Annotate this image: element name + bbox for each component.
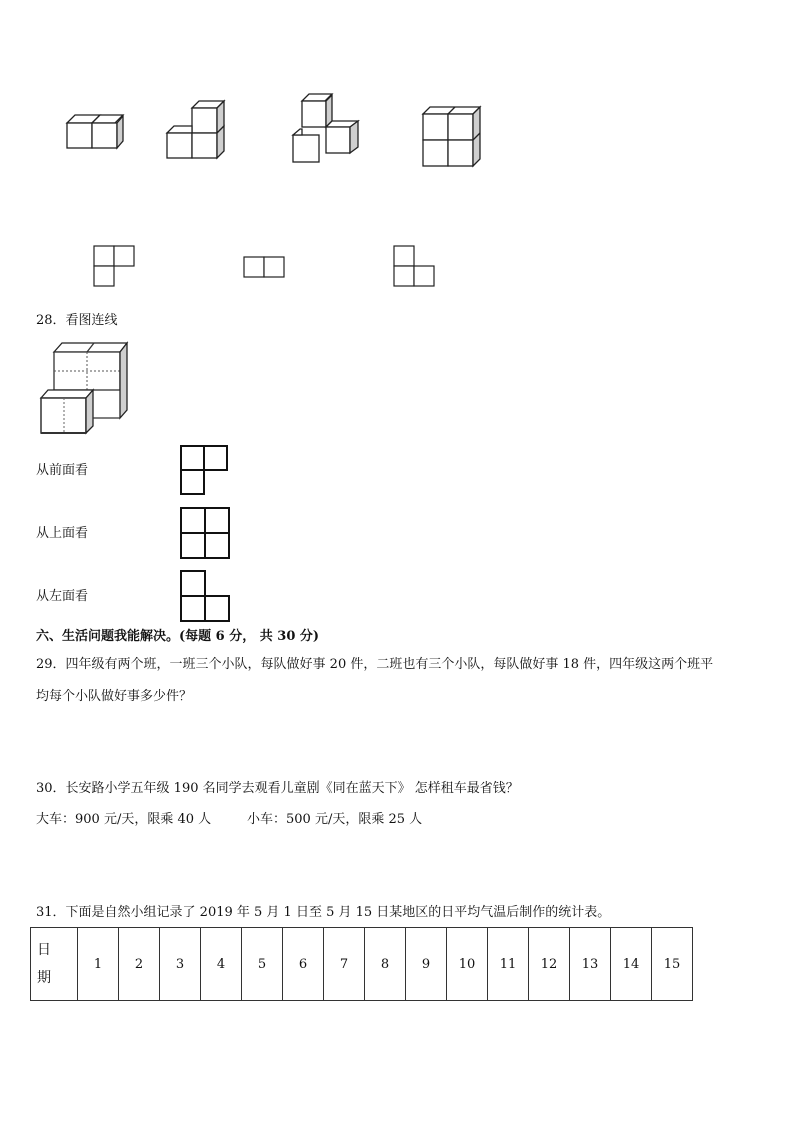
day-cell: 11: [488, 928, 529, 1001]
cube-figure-4: [418, 104, 488, 170]
cube-figure-3: [288, 93, 368, 165]
day-cell: 5: [242, 928, 283, 1001]
day-cell: 9: [406, 928, 447, 1001]
day-cell: 7: [324, 928, 365, 1001]
day-cell: 13: [570, 928, 611, 1001]
q30-small-bus: 小车：500 元/天，限乘 25 人: [247, 812, 423, 827]
view-shape-2: [243, 256, 288, 281]
q28-solid-figure: [38, 338, 133, 438]
answer-view-3: [179, 569, 231, 624]
q29-line-2: 均每个小队做好事多少件？: [36, 689, 193, 704]
table-header-cell: [31, 928, 78, 1001]
q30-line-1: 30．长安路小学五年级 190 名同学去观看儿童剧《同在蓝天下》 怎样租车最省钱？: [36, 781, 519, 796]
q29-line-1: 29．四年级有两个班，一班三个小队，每队做好事 20 件，二班也有三个小队，每队做好事 18 件，四年级这两个班平: [36, 657, 714, 672]
q28-title: 28．看图连线: [36, 313, 118, 328]
day-cell: 6: [283, 928, 324, 1001]
day-cell: 3: [160, 928, 201, 1001]
answer-view-2: [179, 506, 231, 561]
day-cell: 14: [611, 928, 652, 1001]
section-6-heading: 六、生活问题我能解决。(每题 6 分， 共 30 分): [36, 629, 320, 644]
table-head-char: 期: [37, 970, 51, 986]
day-cell: 10: [447, 928, 488, 1001]
q31-line-1: 31．下面是自然小组记录了 2019 年 5 月 1 日至 5 月 15 日某地区的日平均气温后制作的统计表。: [36, 905, 611, 920]
day-cell: 8: [365, 928, 406, 1001]
temperature-table: [30, 927, 693, 1001]
day-cell: 1: [78, 928, 119, 1001]
day-cell: 15: [652, 928, 693, 1001]
table-row: [31, 928, 693, 1001]
day-cell: 2: [119, 928, 160, 1001]
view-label-left: 从左面看: [36, 589, 89, 604]
view-shape-1: [93, 245, 138, 290]
view-label-top: 从上面看: [36, 526, 89, 541]
day-cell: 12: [529, 928, 570, 1001]
view-label-front: 从前面看: [36, 463, 89, 478]
q30-big-bus: 大车：900 元/天，限乘 40 人: [36, 812, 212, 827]
table-head-char: 日: [37, 942, 51, 958]
cube-figure-1: [60, 110, 130, 160]
cube-figure-2: [162, 98, 232, 163]
view-shape-3: [393, 245, 438, 290]
answer-view-1: [179, 444, 231, 499]
day-cell: 4: [201, 928, 242, 1001]
